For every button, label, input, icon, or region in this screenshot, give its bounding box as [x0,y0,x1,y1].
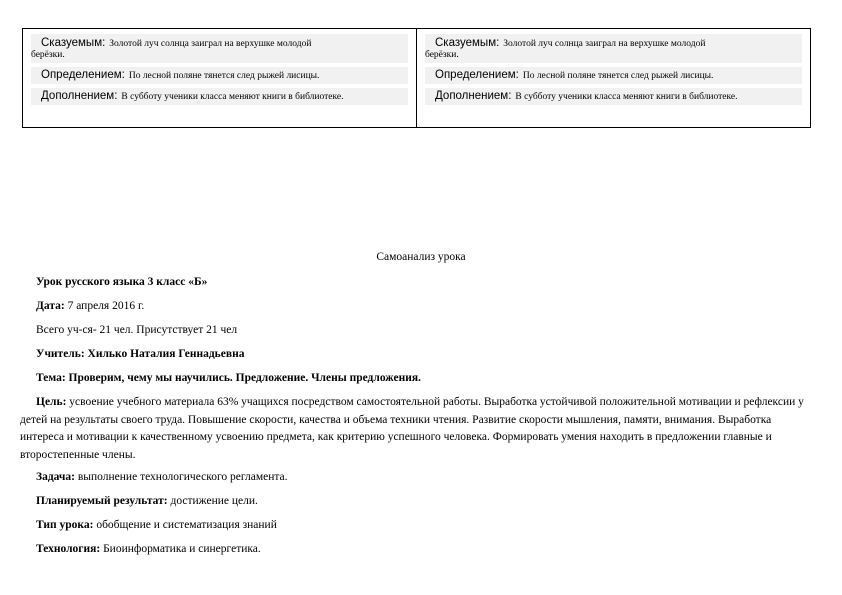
lesson-type-text: обобщение и систематизация знаний [96,519,277,531]
row-label: Определением: [435,69,519,81]
row-text: Золотой луч солнца заиграл на верхушке молодой [503,39,706,49]
result-label: Планируемый результат: [36,495,168,507]
task-label: Задача: [36,471,75,483]
date-line [36,300,144,312]
technology-text: Биоинформатика и синергетика. [103,543,261,555]
goal-label: Цель: [36,396,67,408]
table-row [31,88,408,105]
technology-line [36,543,261,555]
row-text: По лесной поляне тянется след рыжей лисицы. [128,71,320,81]
lesson-line [36,276,207,288]
table-row [31,34,408,63]
row-text-continued: берёзки. [31,50,65,60]
row-text: Золотой луч солнца заиграл на верхушке молодой [109,39,312,49]
row-text-continued: берёзки. [425,50,459,60]
row-label: Определением: [41,69,125,81]
row-text: В субботу ученики класса меняют книги в библиотеке. [121,92,344,102]
table-cell-left [23,29,416,127]
row-text: В субботу ученики класса меняют книги в библиотеке. [515,92,738,102]
row-label: Сказуемым: [41,37,106,49]
topic-line [36,372,421,384]
document-title: Самоанализ урока [376,251,466,263]
goal-text: усвоение учебного материала 63% учащихся посредством самостоятельной работы. Выработка устойчивой положительной мотивации и рефлексии у детей на результаты своего труда. Повышение скорости, качества и объема техники чтения. Развитие скорости мышления, памяти, внимания. Выработка интереса и мотивации к качественному усвоению предмета, как критерию успешного человека. Формировать умения находить в предложении главные и второстепенные члены. [20,396,804,461]
date-value: 7 апреля 2016 г. [67,300,145,312]
row-label: Дополнением: [41,90,118,102]
lesson-type-line [36,519,277,531]
lesson-type-label: Тип урока: [36,519,94,531]
teacher-line [36,348,244,360]
table-row [425,34,802,63]
task-text: выполнение технологического регламента. [77,471,288,483]
table-cell-right [416,29,810,127]
teacher-text: Учитель: Хилько Наталия Геннадьевна [36,348,245,360]
date-label: Дата: [36,300,65,312]
topic-text: Тема: Проверим, чему мы научились. Предложение. Члены предложения. [36,372,421,384]
row-label: Дополнением: [435,90,512,102]
table-row [425,88,802,105]
goal-paragraph [20,394,816,464]
lesson-text: Урок русского языка 3 класс «Б» [36,276,208,288]
sentence-table [22,28,811,128]
result-text: достижение цели. [170,495,258,507]
row-text: По лесной поляне тянется след рыжей лисицы. [522,71,714,81]
row-label: Сказуемым: [435,37,500,49]
table-row [425,67,802,84]
students-line: Всего уч-ся- 21 чел. Присутствует 21 чел [36,324,238,336]
technology-label: Технология: [36,543,101,555]
task-line [36,471,288,483]
table-row [31,67,408,84]
result-line [36,495,258,507]
